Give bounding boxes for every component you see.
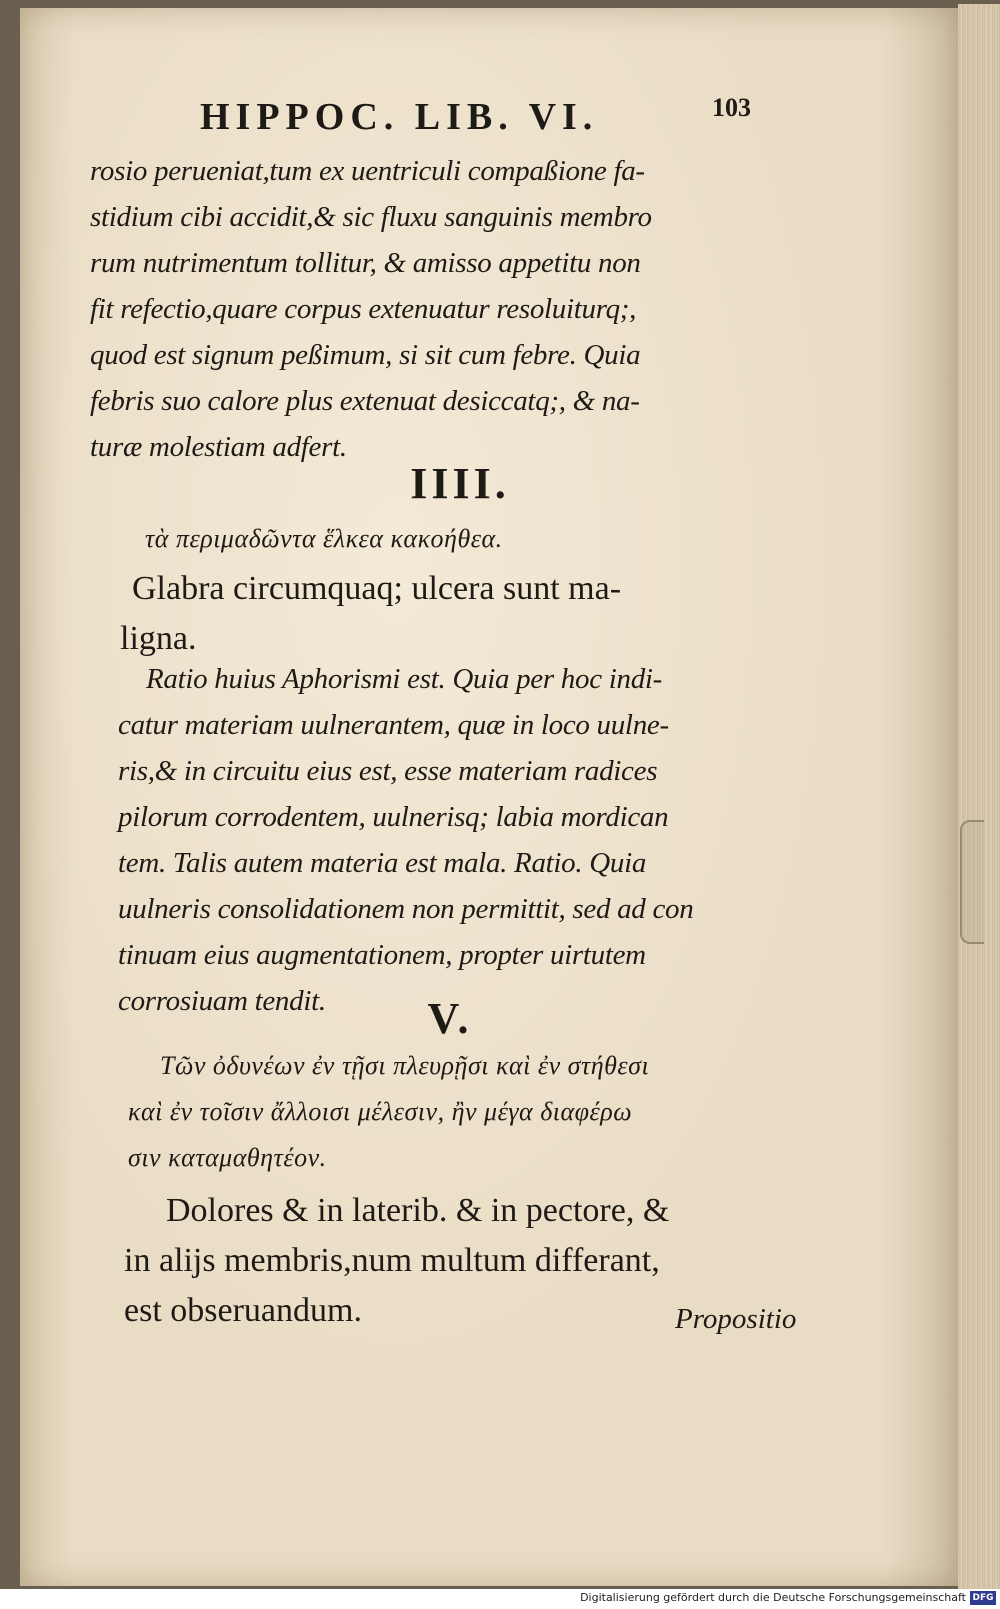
text-line: rum nutrimentum tollitur, & amisso appetitu non — [90, 247, 641, 279]
latin-aphorism — [120, 564, 622, 664]
text-line: quod est signum peßimum, si sit cum febre. Quia — [90, 339, 641, 371]
text-line: pilorum corrodentem, uulnerisq; labia mordican — [118, 801, 669, 833]
text-line: corrosiuam tendit. — [118, 985, 326, 1017]
text-line: catur materiam uulnerantem, quæ in loco uulne- — [118, 709, 669, 741]
catchword: Propositio — [675, 1303, 797, 1335]
text-line: καὶ ἐν τοῖσιν ἄλλοισι μέλεσιν, ἢν μέγα διαφέρω — [128, 1097, 633, 1126]
page-edges — [958, 4, 1000, 1589]
text-line: σιν καταμαθητέον. — [128, 1143, 327, 1172]
aphorism-number: V. — [427, 994, 473, 1043]
book-page — [20, 8, 958, 1586]
text-line: Τῶν ὀδυνέων ἐν τῇσι πλευρῇσι καὶ ἐν στήθεσι — [160, 1051, 650, 1080]
running-head: HIPPOC. LIB. VI. — [200, 96, 599, 138]
text-line: Dolores & in laterib. & in pectore, & — [166, 1192, 670, 1229]
greek-aphorism: τὰ περιμαδῶντα ἕλκεα κακοήθεα. — [145, 524, 503, 553]
digitization-footer — [0, 1589, 1000, 1609]
text-line: Glabra circumquaq; ulcera sunt ma- — [132, 570, 622, 607]
aphorism-number: IIII. — [410, 459, 510, 508]
text-line: fit refectio,quare corpus extenuatur resoluiturq;, — [90, 293, 637, 325]
page-number: 103 — [712, 93, 751, 122]
section-3-commentary — [90, 148, 790, 470]
page-header — [200, 95, 800, 145]
dfg-logo: DFG — [970, 1591, 996, 1605]
latin-aphorism — [124, 1186, 670, 1336]
greek-aphorism — [128, 1043, 650, 1181]
section-4-commentary — [118, 656, 818, 1024]
text-line: uulneris consolidationem non permittit, sed ad con — [118, 893, 694, 925]
text-line: turæ molestiam adfert. — [90, 431, 347, 463]
text-line: est obseruandum. — [124, 1292, 362, 1329]
text-line: febris suo calore plus extenuat desiccatq;, & na- — [90, 385, 640, 417]
text-line: rosio perueniat,tum ex uentriculi compaßione fa- — [90, 155, 645, 187]
funding-credit: Digitalisierung gefördert durch die Deutsche Forschungsgemeinschaft — [580, 1591, 966, 1604]
page-edge-tab — [960, 820, 984, 944]
text-line: tem. Talis autem materia est mala. Ratio. Quia — [118, 847, 647, 879]
text-line: ris,& in circuitu eius est, esse materiam radices — [118, 755, 658, 787]
text-line: ligna. — [120, 620, 197, 657]
text-line: Ratio huius Aphorismi est. Quia per hoc indi- — [146, 663, 663, 695]
text-line: in alijs membris,num multum differant, — [124, 1242, 660, 1279]
text-line: tinuam eius augmentationem, propter uirtutem — [118, 939, 646, 971]
text-line: stidium cibi accidit,& sic fluxu sanguinis membro — [90, 201, 652, 233]
